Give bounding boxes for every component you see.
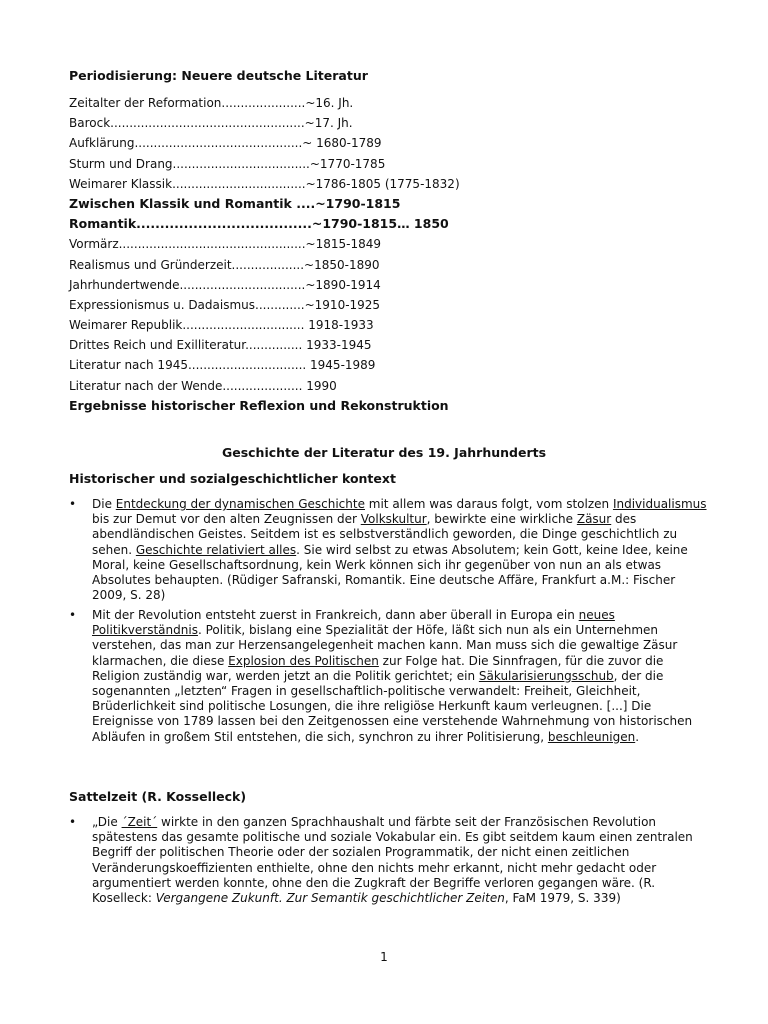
period-row: Sturm und Drang....................................~1770-1785 — [69, 156, 386, 171]
underlined-term: Säkularisierungsschub — [478, 668, 614, 683]
bullet-item — [69, 815, 709, 920]
period-row: Jahrhundertwende.................................~1890-1914 — [69, 277, 381, 292]
period-row: Romantik.....................................~1790-1815… 1850 — [69, 216, 449, 232]
underlined-term: Zäsur — [576, 512, 612, 527]
bullet-dot: • — [69, 815, 77, 829]
underlined-term: neues Politikverständnis — [92, 608, 615, 638]
period-row: Aufklärung............................................~ 1680-1789 — [69, 136, 382, 151]
bullet-dot: • — [69, 608, 77, 622]
period-row: Vormärz.................................................~1815-1849 — [69, 237, 381, 252]
results-heading: Ergebnisse historischer Reflexion und Rekonstruktion — [69, 398, 449, 413]
bullet-dot: • — [69, 497, 77, 511]
page-number: 1 — [380, 950, 388, 964]
book-title: Vergangene Zukunft. Zur Semantik geschichtlicher Zeiten — [155, 891, 505, 906]
period-row: Drittes Reich und Exilliteratur............... 1933-1945 — [69, 338, 372, 353]
underlined-term: beschleunigen — [547, 729, 636, 744]
subheading-sattelzeit: Sattelzeit (R. Kosselleck) — [69, 789, 247, 804]
bullet-text: „Die ´Zeit´ wirkte in den ganzen Sprachhaushalt und färbte seit der Französischen Revolution spätestens das gesamte politische und soziale Vokabular ein. Es gibt seitdem kaum einen zentralen Begriff der politischen Theorie oder der sozialen Programmatik, der nicht einen zeitlichen Veränderungskoeffizienten enthielte, ohne den nichts mehr erkannt, nicht mehr gedacht oder argumentiert werden konnte, ohne den die Zugkraft der Begriffe verloren gegangen wäre. (R. Koselleck: Vergangene Zukunft. Zur Semantik geschichtlicher Zeiten, FaM 1979, S. 339) — [92, 815, 693, 906]
period-row: Zwischen Klassik und Romantik ....~1790-1815 — [69, 195, 401, 211]
underlined-term: Volkskultur — [360, 512, 427, 527]
period-row: Barock...................................................~17. Jh. — [69, 116, 353, 131]
period-list — [69, 93, 460, 396]
period-row: Zeitalter der Reformation......................~16. Jh. — [69, 96, 354, 110]
period-row: Weimarer Republik................................ 1918-1933 — [69, 318, 374, 333]
period-row: Literatur nach der Wende..................... 1990 — [69, 378, 337, 393]
section-title: Geschichte der Literatur des 19. Jahrhunderts — [221, 445, 547, 460]
underlined-term: Explosion des Politischen — [228, 653, 379, 668]
page-title: Periodisierung: Neuere deutsche Literatur — [69, 68, 368, 83]
bullet-item — [69, 497, 709, 603]
period-row: Expressionismus u. Dadaismus.............~1910-1925 — [69, 297, 381, 312]
underlined-term: Geschichte relativiert alles — [135, 542, 297, 557]
period-row: Weimarer Klassik...................................~1786-1805 (1775-1832) — [69, 176, 460, 191]
subheading-historical-context: Historischer und sozialgeschichtlicher kontext — [69, 471, 396, 486]
bullet-item — [69, 608, 709, 758]
underlined-term: Individualismus — [612, 497, 707, 511]
bullet-text: Die Entdeckung der dynamischen Geschichte mit allem was daraus folgt, vom stolzen Individualismus bis zur Demut vor den alten Zeugnissen der Volkskultur, bewirkte eine wirkliche Zäsur des abendländischen Geistes. Seitdem ist es selbstverständlich geworden, die Dinge geschichtlich zu sehen. Geschichte relativiert alles. Sie wird selbst zu etwas Absolutem; kein Gott, keine Idee, keine Moral, keine Gesellschaftsordnung, kein Werk können sich ihr gegenüber von nun an als etwas Absolutes behaupten. (Rüdiger Safranski, Romantik. Eine deutsche Affäre, Frankfurt a.M.: Fischer 2009, S. 28) — [92, 497, 707, 603]
period-row: Literatur nach 1945............................... 1945-1989 — [69, 358, 376, 373]
bullet-text: Mit der Revolution entsteht zuerst in Frankreich, dann aber überall in Europa ein neues Politikverständnis. Politik, bislang eine Spezialität der Höfe, läßt sich nun als ein Unternehmen verstehen, das man zur Herzensangelegenheit machen kann. Man muss sich die gewaltige Zäsur klarmachen, die diese Explosion des Politischen zur Folge hat. Die Sinnfragen, für die zuvor die Religion zuständig war, werden jetzt an die Politik gerichtet; ein Säkularisierungsschub, der die sogenannten „letzten“ Fragen in gesellschaftlich-politische verwandelt: Freiheit, Gleichheit, Brüderlichkeit sind politische Losungen, die ihre religiöse Herkunft kaum verleugnen. [...] Die Ereignisse von 1789 lassen bei den Zeitgenossen eine verstehende Wahrnehmung von historischen Abläufen in großem Stil entstehen, die sich, synchron zu ihrer Politisierung, beschleunigen. — [92, 608, 693, 744]
period-row: Realismus und Gründerzeit...................~1850-1890 — [69, 257, 380, 272]
underlined-term: Entdeckung der dynamischen Geschichte — [115, 497, 365, 511]
underlined-term: ´Zeit´ — [121, 815, 158, 829]
